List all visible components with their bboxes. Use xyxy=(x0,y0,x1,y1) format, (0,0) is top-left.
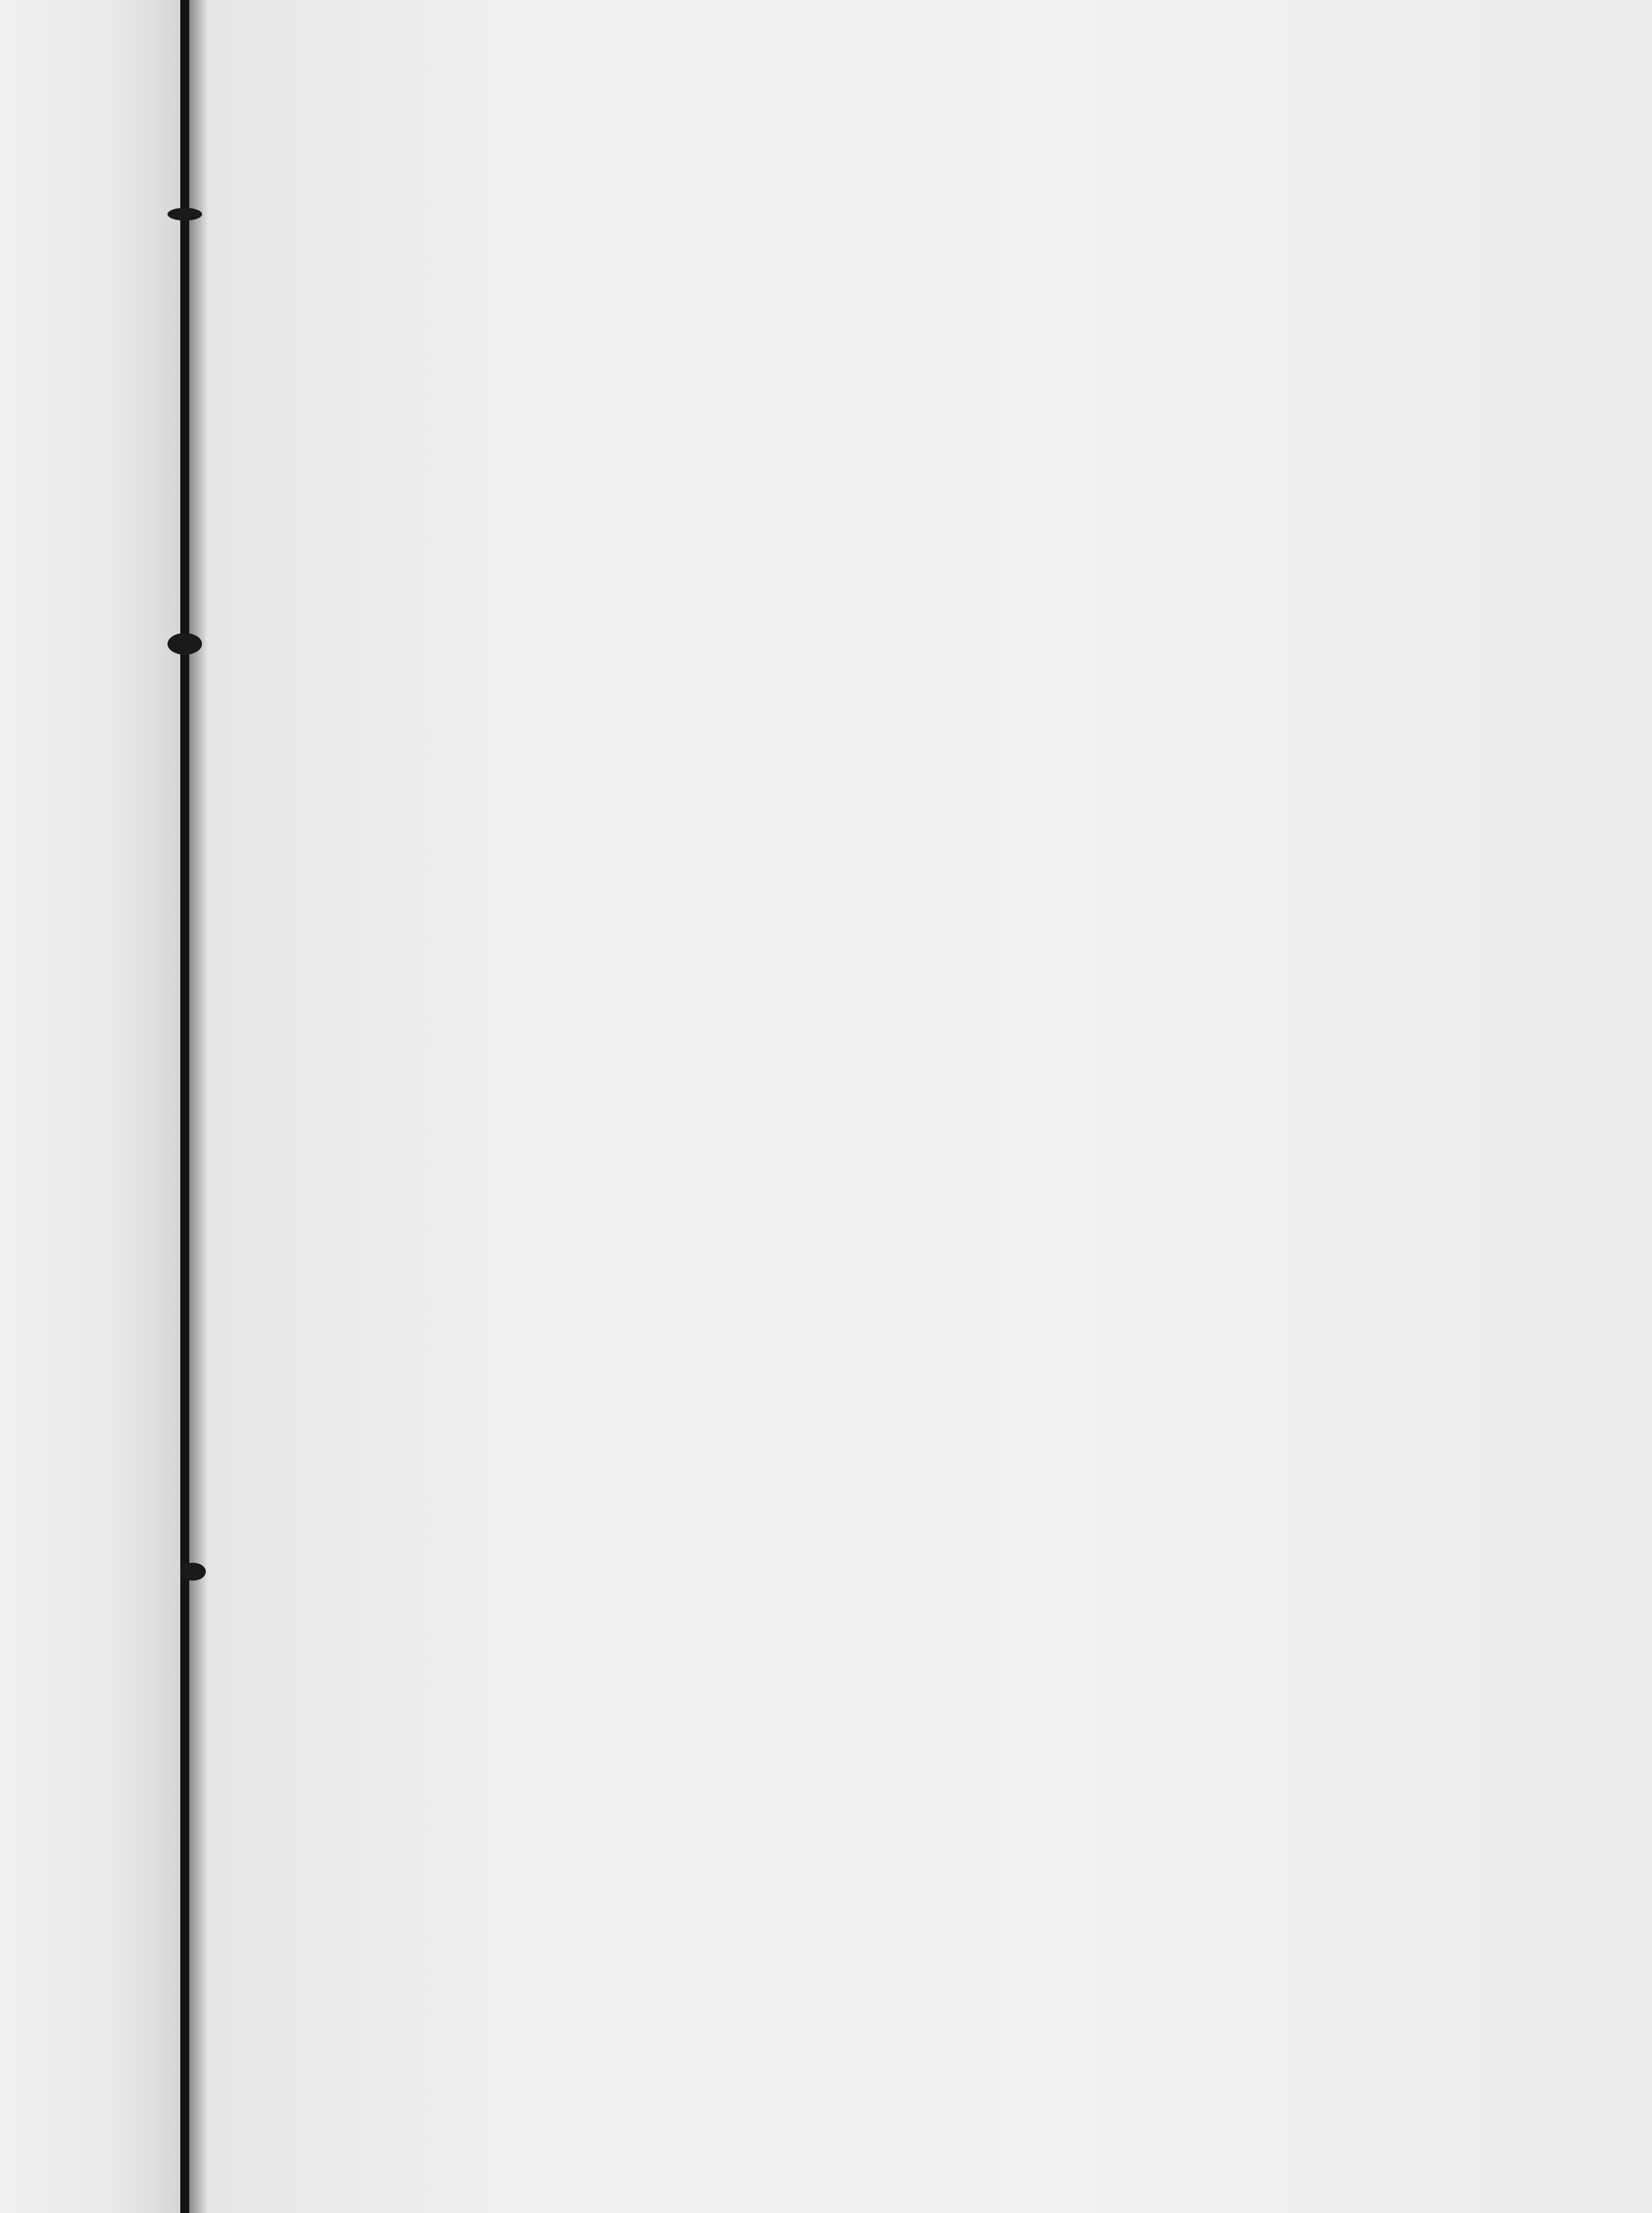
previous-page-edge xyxy=(0,0,192,2213)
book-gutter xyxy=(180,0,189,2213)
gutter-shadow xyxy=(189,0,208,2213)
page xyxy=(208,0,1652,2213)
binding-thread-knot xyxy=(168,633,202,655)
binding-thread-knot xyxy=(168,208,202,221)
binding-thread-knot xyxy=(180,1563,206,1581)
